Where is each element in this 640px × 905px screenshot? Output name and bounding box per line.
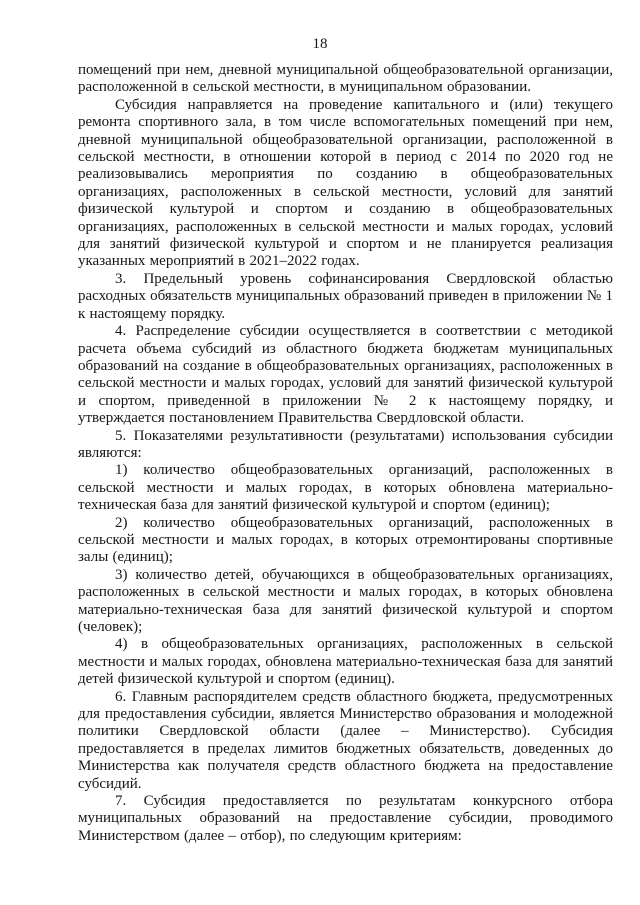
paragraph: 7. Субсидия предоставляется по результатам конкурсного отбора муниципальных образований на предоставление субсидии, проводимого Министерством (далее – отбор), по следующим критериям: <box>78 793 613 844</box>
paragraph: 5. Показателями результативности (результатами) использования субсидии являются: <box>78 427 613 461</box>
document-body <box>0 62 640 845</box>
paragraph: 6. Главным распорядителем средств областного бюджета, предусмотренных для предоставления субсидии, является Министерство образования и молодежной политики Свердловской области (далее – Министерство). Субсидия предоставляется в пределах лимитов бюджетных обязательств, доведенных до Министерства как получателя средств областного бюджета на предоставление субсидий. <box>78 688 613 792</box>
page-number: 18 <box>312 36 328 52</box>
paragraph: 2) количество общеобразовательных организаций, расположенных в сельской местности и малых городах, в которых отремонтированы спортивные залы (единиц); <box>78 514 613 566</box>
paragraph: 4. Распределение субсидии осуществляется в соответствии с методикой расчета объема субсидий из областного бюджета бюджетам муниципальных образований на создание в общеобразовательных организациях, расположенных в сельской местности и малых городах, условий для занятий физической культурой и спортом, приведенной в приложении № 2 к настоящему порядку, и утверждается постановлением Правительства Свердловской области. <box>78 323 613 427</box>
paragraph: 3. Предельный уровень софинансирования Свердловской областью расходных обязательств муниципальных образований приведен в приложении № 1 к настоящему порядку. <box>78 270 613 322</box>
paragraph: Субсидия направляется на проведение капитального и (или) текущего ремонта спортивного зала, в том числе вспомогательных помещений при нем, дневной муниципальной общеобразовательной организации, расположенной в сельской местности, в отношении которой в период с 2014 по 2020 год не реализовывались мероприятия по созданию в общеобразовательных организациях, расположенных в сельской местности, условий для занятий физической культурой и спортом и созданию в общеобразовательных организациях, расположенных в сельской местности и малых городах, условий для занятий физической культурой и спортом и не планируется реализация указанных мероприятий в 2021–2022 годах. <box>78 96 613 270</box>
paragraph: помещений при нем, дневной муниципальной общеобразовательной организации, расположенной в сельской местности, в муниципальном образовании. <box>78 62 613 96</box>
paragraph: 3) количество детей, обучающихся в общеобразовательных организациях, расположенных в сельской местности и малых городах, в которых обновлена материально-техническая база для занятий физической культурой и спортом (человек); <box>78 566 613 635</box>
paragraph: 1) количество общеобразовательных организаций, расположенных в сельской местности и малых городах, в которых обновлена материально-техническая база для занятий физической культурой и спортом (единиц); <box>78 462 613 514</box>
paragraph: 4) в общеобразовательных организациях, расположенных в сельской местности и малых городах, обновлена материально-техническая база для занятий детей физической культурой и спортом (единиц). <box>78 636 613 688</box>
